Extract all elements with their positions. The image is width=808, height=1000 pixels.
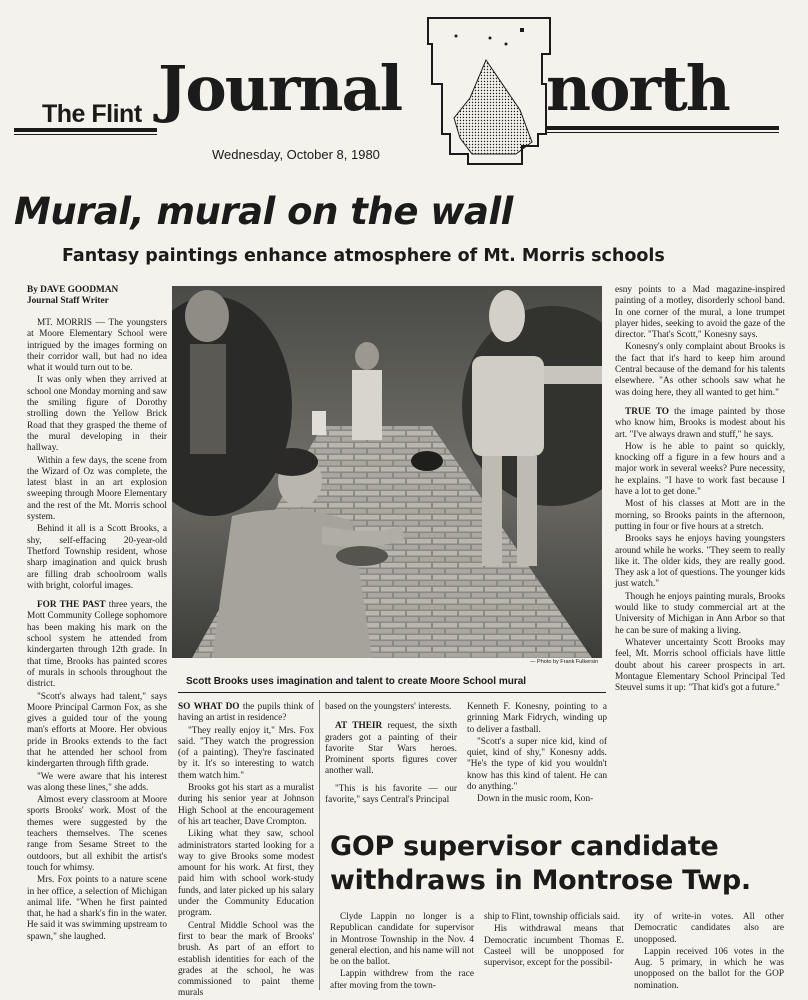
paragraph: "Scott's a super nice kid, kind of quiet, kind of shy," Konesny adds. "He's the type of kid you wouldn't know has this kind of talent. He can do anything."	[467, 736, 607, 793]
caption-divider	[178, 692, 606, 693]
paragraph: "We were aware that his interest was along these lines," she adds.	[27, 771, 167, 793]
byline-title: Journal Staff Writer	[27, 296, 109, 306]
paragraph	[27, 600, 167, 690]
byline	[27, 285, 167, 307]
lead-in: FOR THE PAST	[37, 600, 106, 611]
paragraph: Within a few days, the scene from the Wizard of Oz was complete, the latest blast in an art explosion sweeping through Moore Elementary and the rest of the Mt. Morris school system.	[27, 455, 167, 523]
article-subhead: Fantasy paintings enhance atmosphere of Mt. Morris schools	[62, 246, 665, 266]
paragraph: Lappin received 106 votes in the Aug. 5 primary, in which he was unopposed on the ballot for the GOP nomination.	[634, 946, 784, 991]
masthead-rule-left	[14, 128, 157, 132]
gop-headline-line-1: GOP supervisor candidate	[330, 831, 719, 862]
masthead-rule-left-thin	[14, 134, 157, 135]
photo-credit: — Photo by Frank Fulkersin	[530, 659, 599, 665]
gop-column-3	[634, 912, 784, 993]
paragraph-text: three years, the Mott Community College sophomore has been making his mark on the school system he attended from kindergarten through 12th grade. In that time, Brooks has painted scores of murals in schools throughout the district.	[27, 600, 168, 690]
paragraph	[325, 721, 457, 777]
mural-photo	[172, 286, 602, 658]
paragraph: "Scott's always had talent," says Moore Principal Carmon Fox, as she gives a guided tour of the young man's efforts at Moore. Her obvious pride in Brooks extends to the fact that he attended her school from kindergarten through fifth grade.	[27, 691, 167, 770]
gop-headline-line-2: withdraws in Montrose Twp.	[330, 865, 751, 896]
paragraph: Most of his classes at Mott are in the morning, so Brooks paints in the afternoon, putting in four or five hours at a stretch.	[615, 499, 785, 532]
article-column-5	[615, 285, 785, 695]
paragraph: How is he able to paint so quickly, knocking off a figure in a few hours and a major work in several weeks? Pure necessity, he explains. "I have to work fast because I have a lot to get done."	[615, 441, 785, 498]
article-column-4	[467, 702, 607, 807]
paragraph	[615, 407, 785, 441]
article-column-2	[178, 702, 314, 1000]
paragraph: Central Middle School was the first to bear the mark of Brooks' brush. As part of an effort to establish identities for each of the grades at the school, he was commissioned to paint theme murals	[178, 920, 314, 999]
paragraph: "They really enjoy it," Mrs. Fox said. "They watch the progression (of a painting). They're fascinated by it. It's so interesting to watch them watch him."	[178, 725, 314, 781]
paragraph: Brooks got his start as a muralist during his senior year at Johnson High School at the encouragement of his art teacher, Dave Crompton.	[178, 783, 314, 827]
paragraph: Konesny's only complaint about Brooks is the fact that it's hard to keep him around Central because of the demand for his talents elsewhere. "As other schools saw what he was doing here, they all wanted to get him."	[615, 342, 785, 398]
paragraph: Whatever uncertainty Scott Brooks may feel, Mt. Morris school officials have little doubt about his career prospects in art. Montague Elementary School Principal Ted Steuvel sums it up: "That kid's got a future."	[615, 637, 785, 694]
paragraph: "This is his favorite — our favorite," says Central's Principal	[325, 783, 457, 806]
masthead-journal: Journal	[158, 52, 402, 125]
paragraph: Mrs. Fox points to a nature scene in her office, a selection of Michigan animal life. "When he first painted that, he had a shark's fin in the water. He said it was swimming upstream to spawn," she laughed.	[27, 875, 167, 942]
paragraph: Lappin withdrew from the race after moving from the town-	[330, 969, 474, 991]
lead-in: AT THEIR	[335, 721, 383, 732]
article-column-3	[325, 702, 457, 807]
paragraph: Kenneth F. Konesny, pointing to a grinning Mark Fidrych, winding up to deliver a fastball.	[467, 702, 607, 735]
masthead-rule-right	[546, 126, 779, 130]
paragraph-text: the pupils think of having an artist in residence?	[178, 702, 315, 724]
paragraph: ship to Flint, township officials said.	[484, 912, 620, 922]
masthead-rule-right-thin	[546, 132, 779, 133]
column-divider	[319, 700, 320, 990]
paragraph: Behind it all is a Scott Brooks, a shy, self-effacing 20-year-old Thetford Township resident, whose sharp imagination and quick brush are filling drab schoolroom walls with bright, colorful images.	[27, 524, 167, 591]
paragraph: His withdrawal means that Democratic incumbent Thomas E. Casteel will be unopposed for supervisor, except for the possibil-	[484, 924, 624, 969]
gop-headline	[330, 830, 790, 898]
masthead-the-flint: The Flint	[42, 100, 142, 128]
masthead	[0, 0, 808, 175]
paragraph: Almost every classroom at Moore sports Brooks' work. Most of the themes were suggested by the teachers themselves. The scenes range from Sesame Street to the outdoors, but all exhibit the artist's touch for whimsy.	[27, 795, 167, 873]
paragraph: Though he enjoys painting murals, Brooks would like to study commercial art at the University of Michigan in Ann Arbor so that he can be sure of making a living.	[615, 591, 785, 636]
byline-author: By DAVE GOODMAN	[27, 285, 119, 295]
gop-column-1	[330, 912, 474, 993]
photo-caption: Scott Brooks uses imagination and talent to create Moore School mural	[186, 676, 527, 687]
gop-column-2	[484, 912, 624, 970]
county-map-icon	[420, 14, 560, 172]
paragraph: It was only when they arrived at school one Monday morning and saw the smiling figure of Dorothy strolling down the Yellow Brick Road that they grasped the theme of the mural developing in their hallway.	[27, 375, 167, 454]
paragraph: MT. MORRIS — The youngsters at Moore Elementary School were intrigued by the images forming on their corridor wall, but had no idea what it would turn out to be.	[27, 318, 167, 374]
paragraph-text: the image painted by those who know him, Brooks is modest about his art. "I've always drawn and stuff," he says.	[615, 406, 785, 440]
paragraph-text: request, the sixth graders got a painting of their favorite Star Wars heroes. Prominent sports figures cover another wall.	[325, 721, 457, 777]
paragraph	[178, 702, 314, 725]
lead-in: SO WHAT DO	[178, 702, 240, 712]
mural-photo-image	[172, 286, 602, 658]
paragraph: Liking what they saw, school administrators started looking for a way to give Brooks some modest amount for his work. At first, they paid him with school work-study funds, and later picked up his salary under the Community Education program.	[178, 829, 314, 919]
lead-in: TRUE TO	[625, 406, 670, 417]
paragraph: esny points to a Mad magazine-inspired painting of a motley, disorderly school band. In one corner of the mural, a lone trumpet player hides, seeking to avoid the gaze of the director. "That's Scott," Konesny says.	[615, 285, 785, 341]
masthead-north: north	[546, 52, 729, 125]
paragraph: ity of write-in votes. All other Democratic candidates also are unopposed.	[634, 912, 784, 945]
article-column-1	[27, 318, 167, 944]
paragraph: Down in the music room, Kon-	[477, 794, 594, 805]
masthead-date: Wednesday, October 8, 1980	[212, 147, 380, 162]
paragraph: Clyde Lappin no longer is a Republican candidate for supervisor in Montrose Township in the Nov. 4 general election, and his name will not be on the ballot.	[330, 912, 474, 968]
article-headline: Mural, mural on the wall	[14, 190, 513, 233]
county-map-graphic	[420, 14, 560, 172]
paragraph: based on the youngsters' interests.	[325, 702, 452, 712]
paragraph: Brooks says he enjoys having youngsters around while he works. "They seem to really like it. The older kids, they are really good. They ask a lot of questions. The younger kids just watch."	[615, 534, 785, 590]
